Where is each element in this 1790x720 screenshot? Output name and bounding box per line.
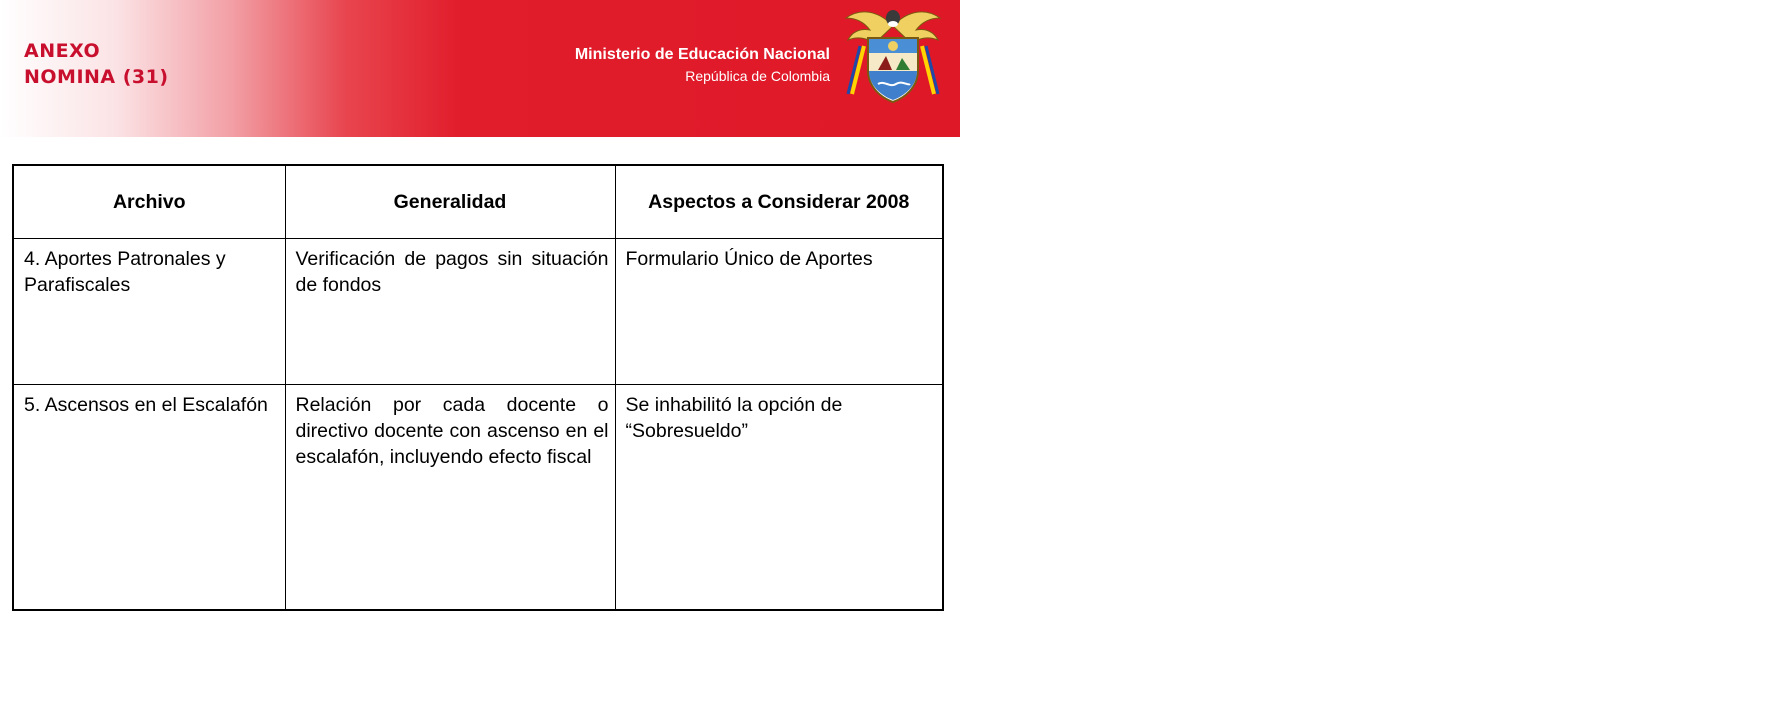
slide-title-line1: ANEXO [24,40,101,62]
cell-archivo: 5. Ascensos en el Escalafón [13,385,285,611]
cell-aspectos: Formulario Único de Aportes [615,239,943,385]
column-header-archivo: Archivo [13,165,285,239]
column-header-aspectos: Aspectos a Considerar 2008 [615,165,943,239]
cell-generalidad: Relación por cada docente o directivo docente con ascenso en el escalafón, incluyendo efecto fiscal [285,385,615,611]
table-row [13,239,943,385]
ministry-country: República de Colombia [685,68,830,84]
cell-aspectos: Se inhabilitó la opción de “Sobresueldo” [615,385,943,611]
table-row [13,385,943,611]
nomina-table [12,164,944,611]
ministry-label [575,44,830,86]
column-header-generalidad: Generalidad [285,165,615,239]
table-header-row [13,165,943,239]
cell-generalidad: Verificación de pagos sin situación de fondos [285,239,615,385]
slide-title [24,38,169,90]
cell-archivo: 4. Aportes Patronales y Parafiscales [13,239,285,385]
coat-of-arms-icon [838,4,948,104]
coat-of-arms-motto: Libertad y Orden [1676,109,1790,123]
ministry-name: Ministerio de Educación Nacional [574,46,830,63]
coat-of-arms-logo [838,4,1790,132]
slide-title-line2: NOMINA (31) [24,66,169,88]
